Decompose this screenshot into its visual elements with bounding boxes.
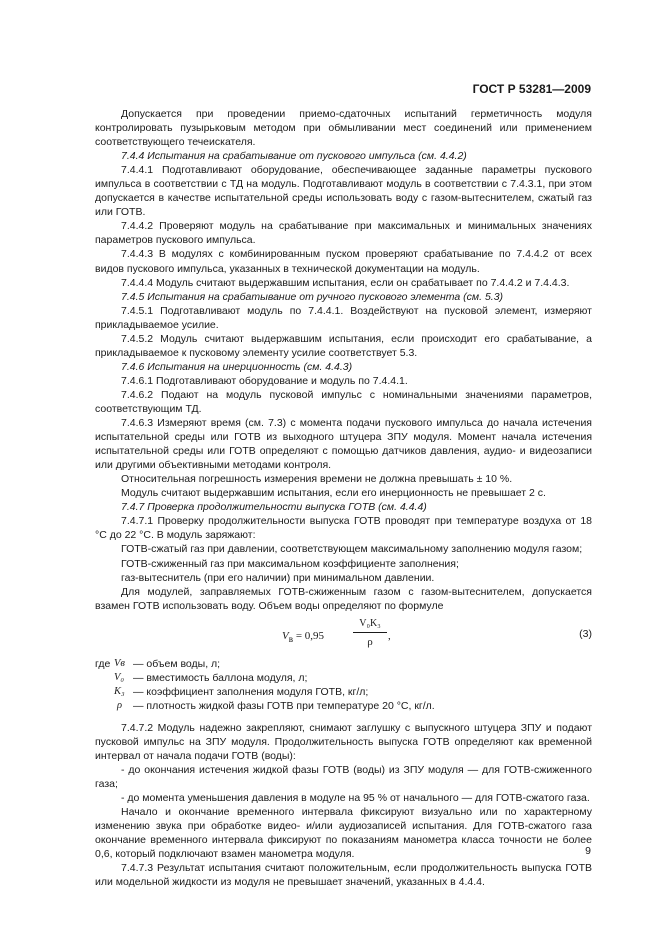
- list-item: - до момента уменьшения давления в модуле на 95 % от начального — для ГОТВ-сжатого газа.: [121, 792, 590, 805]
- formula-comma: ,: [388, 629, 391, 642]
- section-heading: 7.4.6 Испытания на инерционность (см. 4.4.3): [121, 360, 353, 373]
- legend-text: — объем воды, л;: [133, 657, 221, 670]
- paragraph: 7.4.7.1 Проверку продолжительности выпуска ГОТВ проводят при температуре воздуха от 18 °С до 22 °С. В модуль заряжают:: [95, 515, 592, 542]
- paragraph: 7.4.7.3 Результат испытания считают положительным, если продолжительность выпуска ГОТВ или модельной жидкости из модуля не превышает значений, указанных в 4.4.4.: [95, 862, 592, 889]
- formula-equals: = 0,95: [295, 629, 325, 642]
- legend-row: [95, 685, 592, 699]
- paragraph: Относительная погрешность измерения времени не должна превышать ± 10 %.: [121, 473, 513, 486]
- legend-symbol: Vв: [114, 657, 125, 669]
- list-item: газ-вытеснитель (при его наличии) при минимальном давлении.: [121, 571, 435, 584]
- paragraph: 7.4.7.2 Модуль надежно закрепляют, снимают заглушку с выпускного штуцера ЗПУ и подают пусковой импульс на ЗПУ модуля. Продолжительность выпуска ГОТВ определяют как временной интервал от начала подачи ГОТВ (воды):: [95, 721, 592, 762]
- formula-number: (3): [579, 627, 592, 640]
- paragraph: Допускается при проведении приемо-сдаточных испытаний герметичность модуля контролировать пузырьковым методом при обмыливании мест соединений или применением соответствующего течеискателя.: [95, 108, 592, 149]
- legend-intro: где: [95, 657, 111, 670]
- legend-text: — вместимость баллона модуля, л;: [133, 671, 308, 684]
- section-heading: 7.4.4 Испытания на срабатывание от пускового импульса (см. 4.4.2): [121, 150, 467, 163]
- formula-lhs-symbol: V: [282, 629, 289, 642]
- formula-lhs: [282, 629, 324, 646]
- standard-header: ГОСТ Р 53281—2009: [472, 82, 591, 96]
- formula-denominator: ρ: [367, 635, 373, 648]
- legend-row: [95, 699, 592, 713]
- list-item: ГОТВ-сжиженный газ при максимальном коэффициенте заполнения;: [121, 557, 459, 570]
- paragraph: 7.4.4.3 В модулях с комбинированным пуском проверяют срабатывание по 7.4.4.2 от всех видов пускового импульса, указанных в технической документации на модуль.: [95, 248, 592, 275]
- list-item: - до окончания истечения жидкой фазы ГОТВ (воды) из ЗПУ модуля — для ГОТВ-сжиженного газа;: [95, 764, 592, 791]
- document-body: [95, 107, 592, 889]
- section-heading: 7.4.7 Проверка продолжительности выпуска ГОТВ (см. 4.4.4): [121, 501, 427, 514]
- paragraph: 7.4.4.1 Подготавливают оборудование, обеспечивающее заданные параметры пускового импульса в соответствии с ТД на модуль. Подготавливают модуль в соответствии с 7.4.3.1, при этом допускается в качестве испытательной среды использовать воду с газом-вытеснителем, сжатый газ или ГОТВ.: [95, 164, 592, 219]
- paragraph: Начало и окончание временного интервала фиксируют визуально или по характерному изменению звука при обработке видео- и/или аудиозаписей испытания. Для ГОТВ-сжатого газа окончание временного интервала фиксируют по показаниям манометра класса точности не более 0,6, который подключают взамен манометра модуля.: [95, 806, 592, 861]
- paragraph: 7.4.4.2 Проверяют модуль на срабатывание при максимальных и минимальных значениях параметров пускового импульса.: [95, 220, 592, 247]
- paragraph: 7.4.6.3 Измеряют время (см. 7.3) с момента подачи пускового импульса до начала истечения испытательной среды или ГОТВ из выходного штуцера ЗПУ модуля. Момент начала истечения испытательной среды или ГОТВ определяют с помощью датчиков давления, аудио- и видеозаписи или другими объективными методами контроля.: [95, 417, 592, 472]
- paragraph: 7.4.5.1 Подготавливают модуль по 7.4.4.1. Воздействуют на пусковой элемент, измеряют прикладываемое усилие.: [95, 304, 592, 331]
- list-item: ГОТВ-сжатый газ при давлении, соответствующем максимальному заполнению модуля газом;: [121, 543, 583, 556]
- legend-row: [95, 657, 592, 671]
- legend-symbol: K₃: [114, 685, 125, 697]
- formula-numerator: V₀K₃: [353, 617, 387, 633]
- legend-text: — коэффициент заполнения модуля ГОТВ, кг/л;: [133, 685, 369, 698]
- page-number: 9: [585, 845, 591, 857]
- paragraph: 7.4.4.4 Модуль считают выдержавшим испытания, если он срабатывает по 7.4.4.2 и 7.4.4.3.: [121, 276, 570, 289]
- paragraph: 7.4.6.2 Подают на модуль пусковой импульс с номинальными значениями параметров, соответствующим ТД.: [95, 388, 592, 415]
- formula-fraction: [353, 617, 387, 649]
- paragraph: 7.4.5.2 Модуль считают выдержавшим испытания, если происходит его срабатывание, а прикладываемое к пусковому элементу усилие соответствует 5.3.: [95, 332, 592, 359]
- legend-text: — плотность жидкой фазы ГОТВ при температуре 20 °С, кг/л.: [133, 699, 435, 712]
- paragraph: 7.4.6.1 Подготавливают оборудование и модуль по 7.4.4.1.: [121, 374, 408, 387]
- legend-symbol: ρ: [117, 699, 123, 711]
- formula-3: [95, 615, 592, 655]
- formula-lhs-subscript: в: [288, 633, 294, 644]
- legend-symbol: V₀: [114, 671, 125, 683]
- paragraph: Для модулей, заправляемых ГОТВ-сжиженным газом с газом-вытеснителем, допускается взамен ГОТВ использовать воду. Объем воды определяют по формуле: [95, 585, 592, 612]
- paragraph: Модуль считают выдержавшим испытания, если его инерционность не превышает 2 с.: [121, 487, 546, 500]
- spacer: [95, 713, 592, 721]
- formula-legend: [95, 657, 592, 713]
- section-heading: 7.4.5 Испытания на срабатывание от ручного пускового элемента (см. 5.3): [121, 290, 504, 303]
- legend-row: [95, 671, 592, 685]
